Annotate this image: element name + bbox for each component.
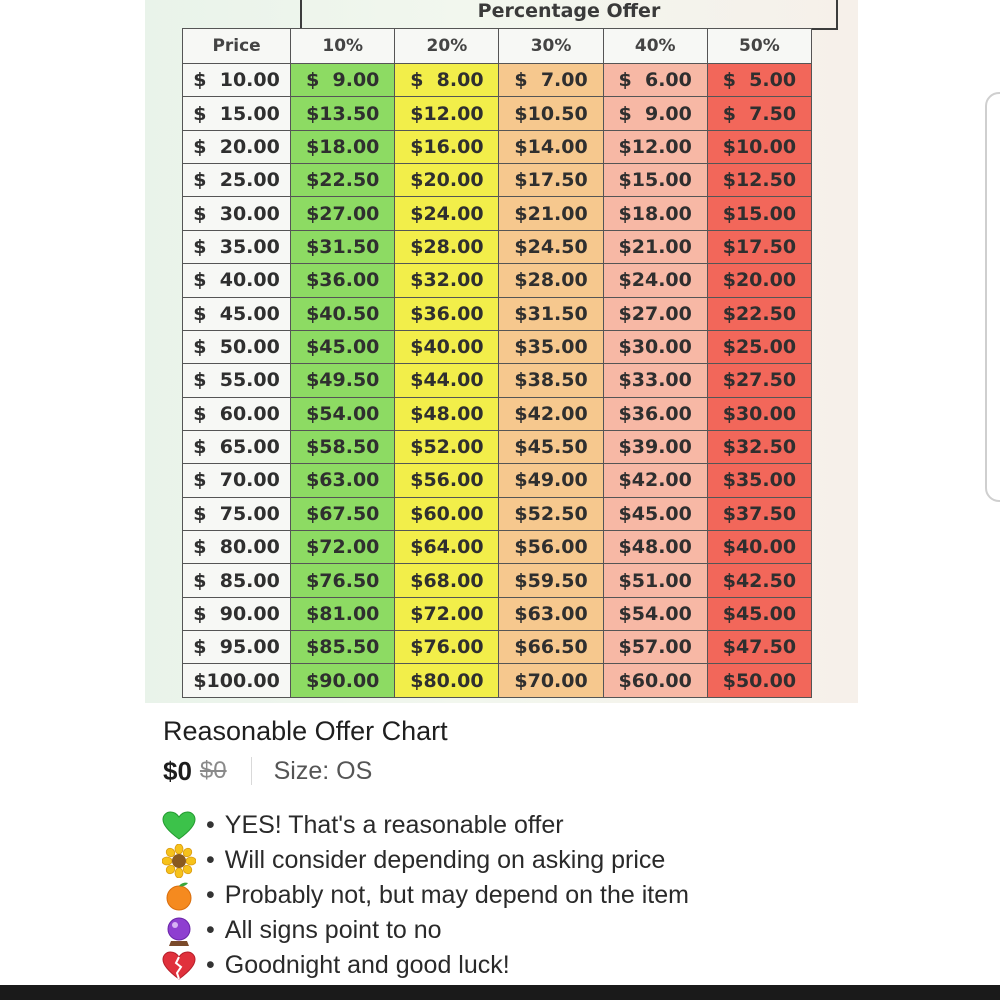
offer-cell: $67.50 xyxy=(291,497,395,530)
offer-cell: $36.00 xyxy=(291,264,395,297)
legend-text: All signs point to no xyxy=(224,916,442,944)
column-header: 40% xyxy=(603,29,707,64)
offer-cell: $13.50 xyxy=(291,97,395,130)
offer-cell: $39.00 xyxy=(603,430,707,463)
offer-cell: $36.00 xyxy=(395,297,499,330)
offer-cell: $45.50 xyxy=(499,430,603,463)
offer-cell: $ 8.00 xyxy=(395,64,499,97)
offer-cell: $32.00 xyxy=(395,264,499,297)
legend-bullet: • xyxy=(206,916,215,944)
current-price: $0 xyxy=(163,755,192,786)
offer-cell: $ 5.00 xyxy=(707,64,811,97)
offer-cell: $66.50 xyxy=(499,631,603,664)
offer-cell: $12.00 xyxy=(395,97,499,130)
offer-cell: $21.00 xyxy=(603,230,707,263)
table-row xyxy=(183,464,812,497)
legend-text: YES! That's a reasonable offer xyxy=(224,811,564,839)
legend-item xyxy=(160,808,800,843)
legend-bullet: • xyxy=(206,846,215,874)
offer-cell: $24.00 xyxy=(395,197,499,230)
offer-cell: $27.50 xyxy=(707,364,811,397)
offer-cell: $51.00 xyxy=(603,564,707,597)
legend-bullet: • xyxy=(206,811,215,839)
table-row xyxy=(183,364,812,397)
price-cell: $ 85.00 xyxy=(183,564,291,597)
offer-cell: $58.50 xyxy=(291,430,395,463)
offer-cell: $10.00 xyxy=(707,130,811,163)
table-row xyxy=(183,197,812,230)
offer-cell: $27.00 xyxy=(603,297,707,330)
legend-item xyxy=(160,948,800,983)
price-cell: $ 25.00 xyxy=(183,164,291,197)
offer-cell: $48.00 xyxy=(603,531,707,564)
offer-cell: $30.00 xyxy=(603,330,707,363)
offer-cell: $85.50 xyxy=(291,631,395,664)
offer-cell: $22.50 xyxy=(291,164,395,197)
orange-fruit-icon xyxy=(160,880,198,912)
offer-cell: $31.50 xyxy=(499,297,603,330)
price-cell: $ 75.00 xyxy=(183,497,291,530)
price-cell: $ 15.00 xyxy=(183,97,291,130)
table-row xyxy=(183,330,812,363)
column-header: 10% xyxy=(291,29,395,64)
offer-cell: $35.00 xyxy=(499,330,603,363)
offer-cell: $ 6.00 xyxy=(603,64,707,97)
price-cell: $ 60.00 xyxy=(183,397,291,430)
legend-text: Probably not, but may depend on the item xyxy=(224,881,689,909)
table-row xyxy=(183,230,812,263)
offer-cell: $52.50 xyxy=(499,497,603,530)
offer-cell: $72.00 xyxy=(395,597,499,630)
price-cell: $ 45.00 xyxy=(183,297,291,330)
offer-legend xyxy=(160,808,800,983)
price-cell: $ 95.00 xyxy=(183,631,291,664)
offer-cell: $33.00 xyxy=(603,364,707,397)
offer-cell: $45.00 xyxy=(291,330,395,363)
offer-cell: $56.00 xyxy=(499,531,603,564)
offer-cell: $25.00 xyxy=(707,330,811,363)
sunflower-icon xyxy=(160,845,198,877)
price-cell: $ 70.00 xyxy=(183,464,291,497)
table-row xyxy=(183,430,812,463)
offer-cell: $17.50 xyxy=(499,164,603,197)
offer-cell: $42.50 xyxy=(707,564,811,597)
offer-cell: $ 7.00 xyxy=(499,64,603,97)
offer-cell: $70.00 xyxy=(499,664,603,698)
offer-cell: $16.00 xyxy=(395,130,499,163)
offer-cell: $76.00 xyxy=(395,631,499,664)
legend-item xyxy=(160,878,800,913)
offer-cell: $63.00 xyxy=(291,464,395,497)
offer-cell: $12.00 xyxy=(603,130,707,163)
legend-bullet: • xyxy=(206,881,215,909)
size-label: Size: OS xyxy=(273,756,373,785)
offer-cell: $14.00 xyxy=(499,130,603,163)
table-row xyxy=(183,97,812,130)
table-row xyxy=(183,297,812,330)
offer-cell: $37.50 xyxy=(707,497,811,530)
offer-cell: $28.00 xyxy=(499,264,603,297)
offer-cell: $60.00 xyxy=(603,664,707,698)
offer-cell: $48.00 xyxy=(395,397,499,430)
offer-cell: $72.00 xyxy=(291,531,395,564)
offer-cell: $18.00 xyxy=(291,130,395,163)
offer-cell: $42.00 xyxy=(499,397,603,430)
offer-cell: $60.00 xyxy=(395,497,499,530)
column-header: Price xyxy=(183,29,291,64)
table-row xyxy=(183,130,812,163)
offer-cell: $36.00 xyxy=(603,397,707,430)
offer-cell: $40.50 xyxy=(291,297,395,330)
table-row xyxy=(183,597,812,630)
legend-item xyxy=(160,843,800,878)
offer-cell: $31.50 xyxy=(291,230,395,263)
offer-cell: $21.00 xyxy=(499,197,603,230)
divider xyxy=(251,757,252,785)
table-body xyxy=(183,64,812,698)
offer-cell: $45.00 xyxy=(707,597,811,630)
offer-cell: $10.50 xyxy=(499,97,603,130)
offer-cell: $57.00 xyxy=(603,631,707,664)
offer-cell: $24.50 xyxy=(499,230,603,263)
offer-cell: $80.00 xyxy=(395,664,499,698)
table-row xyxy=(183,564,812,597)
table-row xyxy=(183,397,812,430)
offer-cell: $38.50 xyxy=(499,364,603,397)
offer-cell: $22.50 xyxy=(707,297,811,330)
legend-item xyxy=(160,913,800,948)
offer-cell: $50.00 xyxy=(707,664,811,698)
offer-cell: $17.50 xyxy=(707,230,811,263)
listing-title: Reasonable Offer Chart xyxy=(163,716,448,746)
offer-cell: $47.50 xyxy=(707,631,811,664)
price-cell: $ 80.00 xyxy=(183,531,291,564)
offer-cell: $ 9.00 xyxy=(603,97,707,130)
table-row xyxy=(183,631,812,664)
original-price: $0 xyxy=(199,757,227,784)
price-cell: $ 50.00 xyxy=(183,330,291,363)
offer-cell: $32.50 xyxy=(707,430,811,463)
offer-cell: $35.00 xyxy=(707,464,811,497)
offer-cell: $81.00 xyxy=(291,597,395,630)
offer-chart-image xyxy=(145,0,858,703)
offer-cell: $40.00 xyxy=(395,330,499,363)
table-row xyxy=(183,64,812,97)
offer-cell: $42.00 xyxy=(603,464,707,497)
offer-cell: $20.00 xyxy=(707,264,811,297)
offer-cell: $ 9.00 xyxy=(291,64,395,97)
scroll-edge-panel[interactable] xyxy=(985,92,1000,502)
broken-heart-icon xyxy=(160,950,198,982)
offer-cell: $63.00 xyxy=(499,597,603,630)
percentage-offer-header xyxy=(300,0,838,30)
crystal-ball-icon xyxy=(160,915,198,947)
offer-cell: $54.00 xyxy=(603,597,707,630)
table-row xyxy=(183,164,812,197)
offer-cell: $56.00 xyxy=(395,464,499,497)
offer-cell: $24.00 xyxy=(603,264,707,297)
price-cell: $ 35.00 xyxy=(183,230,291,263)
offer-cell: $59.50 xyxy=(499,564,603,597)
offer-cell: $40.00 xyxy=(707,531,811,564)
offer-cell: $52.00 xyxy=(395,430,499,463)
table-row xyxy=(183,531,812,564)
offer-cell: $64.00 xyxy=(395,531,499,564)
offer-cell: $76.50 xyxy=(291,564,395,597)
offer-cell: $20.00 xyxy=(395,164,499,197)
percentage-offer-label: Percentage Offer xyxy=(477,0,661,22)
column-header: 20% xyxy=(395,29,499,64)
offer-cell: $68.00 xyxy=(395,564,499,597)
green-heart-icon xyxy=(160,810,198,842)
price-cell: $ 20.00 xyxy=(183,130,291,163)
price-cell: $ 65.00 xyxy=(183,430,291,463)
legend-text: Will consider depending on asking price xyxy=(224,846,666,874)
price-cell: $ 30.00 xyxy=(183,197,291,230)
offer-cell: $15.00 xyxy=(707,197,811,230)
offer-table xyxy=(182,28,812,698)
offer-cell: $49.00 xyxy=(499,464,603,497)
price-row xyxy=(163,755,372,787)
price-cell: $ 55.00 xyxy=(183,364,291,397)
offer-cell: $44.00 xyxy=(395,364,499,397)
bottom-bar xyxy=(0,985,1000,1000)
offer-cell: $28.00 xyxy=(395,230,499,263)
table-row xyxy=(183,664,812,698)
offer-cell: $12.50 xyxy=(707,164,811,197)
table-row xyxy=(183,497,812,530)
offer-cell: $45.00 xyxy=(603,497,707,530)
offer-cell: $49.50 xyxy=(291,364,395,397)
price-cell: $100.00 xyxy=(183,664,291,698)
offer-cell: $90.00 xyxy=(291,664,395,698)
offer-cell: $54.00 xyxy=(291,397,395,430)
legend-text: Goodnight and good luck! xyxy=(224,951,510,979)
price-cell: $ 90.00 xyxy=(183,597,291,630)
price-cell: $ 10.00 xyxy=(183,64,291,97)
offer-cell: $18.00 xyxy=(603,197,707,230)
price-cell: $ 40.00 xyxy=(183,264,291,297)
offer-cell: $15.00 xyxy=(603,164,707,197)
legend-bullet: • xyxy=(206,951,215,979)
table-row xyxy=(183,264,812,297)
column-header: 50% xyxy=(707,29,811,64)
table-header-row xyxy=(183,29,812,64)
offer-cell: $30.00 xyxy=(707,397,811,430)
offer-cell: $ 7.50 xyxy=(707,97,811,130)
offer-cell: $27.00 xyxy=(291,197,395,230)
column-header: 30% xyxy=(499,29,603,64)
